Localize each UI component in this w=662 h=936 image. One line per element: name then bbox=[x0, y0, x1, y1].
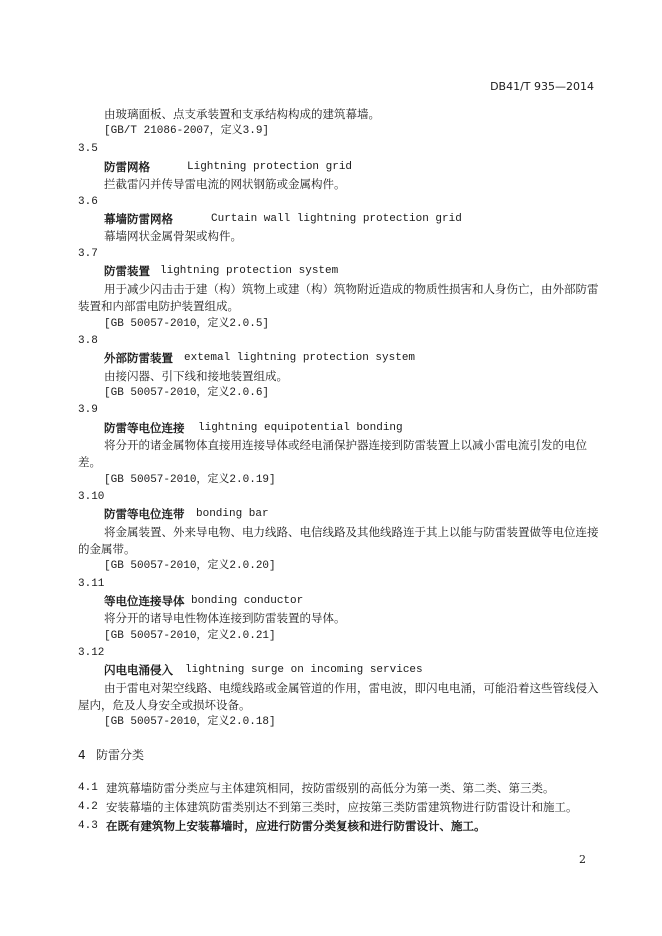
clause-number: 4.3 bbox=[78, 820, 98, 832]
clause-number: 4.2 bbox=[78, 801, 98, 813]
term-en: Lightning protection grid bbox=[187, 161, 353, 173]
section-title: 防雷分类 bbox=[96, 748, 145, 762]
definition-text: 由于雷电对架空线路、电缆线路或金属管道的作用，雷电波，即闪电电涌，可能沿着这些管线侵入 bbox=[104, 681, 599, 695]
definition-text: 由接闪器、引下线和接地装置组成。 bbox=[104, 369, 288, 383]
definition-text: 屋内，危及人身安全或损坏设备。 bbox=[78, 698, 251, 712]
term-en: extemal lightning protection system bbox=[184, 352, 416, 364]
term-zh: 防雷等电位连带 bbox=[104, 507, 185, 521]
term-zh: 防雷等电位连接 bbox=[104, 421, 185, 435]
reference: [GB 50057-2010，定义2.0.21] bbox=[104, 630, 276, 642]
section-number: 4 bbox=[78, 748, 86, 762]
definition-text: 的金属带。 bbox=[78, 542, 136, 556]
term-en: Curtain wall lightning protection grid bbox=[211, 213, 462, 225]
definition-text: 由玻璃面板、点支承装置和支承结构构成的建筑幕墙。 bbox=[104, 107, 380, 121]
definition-text: 拦截雷闪并传导雷电流的网状钢筋或金属构件。 bbox=[104, 177, 346, 191]
clause-number: 4.1 bbox=[78, 782, 98, 794]
clause-number: 3.9 bbox=[78, 404, 98, 416]
definition-text: 差。 bbox=[78, 455, 101, 469]
term-en: lightning equipotential bonding bbox=[198, 422, 403, 434]
definition-text: 装置和内部雷电防护装置组成。 bbox=[78, 299, 239, 313]
reference: [GB 50057-2010，定义2.0.18] bbox=[104, 716, 276, 728]
document-code: DB41/T 935—2014 bbox=[490, 80, 594, 93]
term-en: bonding conductor bbox=[191, 595, 304, 607]
definition-text: 幕墙网状金属骨架或构件。 bbox=[104, 229, 242, 243]
definition-text: 将分开的诸金属物体直接用连接导体或经电涌保护器连接到防雷装置上以减小雷电流引发的电位 bbox=[104, 438, 587, 452]
clause-number: 3.7 bbox=[78, 248, 98, 260]
term-zh: 防雷装置 bbox=[104, 264, 150, 278]
term-zh: 闪电电涌侵入 bbox=[104, 663, 173, 677]
clause-number: 3.8 bbox=[78, 335, 98, 347]
term-en: lightning protection system bbox=[160, 265, 339, 277]
clause-number: 3.12 bbox=[78, 647, 105, 659]
term-zh: 等电位连接导体 bbox=[104, 594, 185, 608]
page-number: 2 bbox=[579, 853, 586, 866]
clause-number: 3.6 bbox=[78, 196, 98, 208]
clause-number: 3.11 bbox=[78, 578, 105, 590]
reference: [GB/T 21086-2007，定义3.9] bbox=[104, 125, 270, 137]
clause-number: 3.5 bbox=[78, 143, 98, 155]
clause-text: 建筑幕墙防雷分类应与主体建筑相同，按防雷级别的高低分为第一类、第二类、第三类。 bbox=[106, 781, 555, 795]
clause-text: 安装幕墙的主体建筑防雷类别达不到第三类时，应按第三类防雷建筑物进行防雷设计和施工。 bbox=[106, 800, 578, 814]
reference: [GB 50057-2010，定义2.0.19] bbox=[104, 474, 276, 486]
reference: [GB 50057-2010，定义2.0.6] bbox=[104, 387, 270, 399]
reference: [GB 50057-2010，定义2.0.5] bbox=[104, 318, 270, 330]
term-en: lightning surge on incoming services bbox=[185, 664, 423, 676]
clause-number: 3.10 bbox=[78, 491, 105, 503]
term-zh: 外部防雷装置 bbox=[104, 351, 173, 365]
term-zh: 防雷网格 bbox=[104, 160, 150, 174]
definition-text: 将金属装置、外来导电物、电力线路、电信线路及其他线路连于其上以能与防雷装置做等电位连接 bbox=[104, 525, 599, 539]
term-en: bonding bar bbox=[196, 508, 269, 520]
term-zh: 幕墙防雷网格 bbox=[104, 212, 173, 226]
definition-text: 用于减少闪击击于建（构）筑物上或建（构）筑物附近造成的物质性损害和人身伤亡，由外部防雷 bbox=[104, 282, 599, 296]
reference: [GB 50057-2010，定义2.0.20] bbox=[104, 560, 276, 572]
definition-text: 将分开的诸导电性物体连接到防雷装置的导体。 bbox=[104, 611, 346, 625]
clause-text-bold: 在既有建筑物上安装幕墙时，应进行防雷分类复核和进行防雷设计、施工。 bbox=[106, 819, 486, 833]
